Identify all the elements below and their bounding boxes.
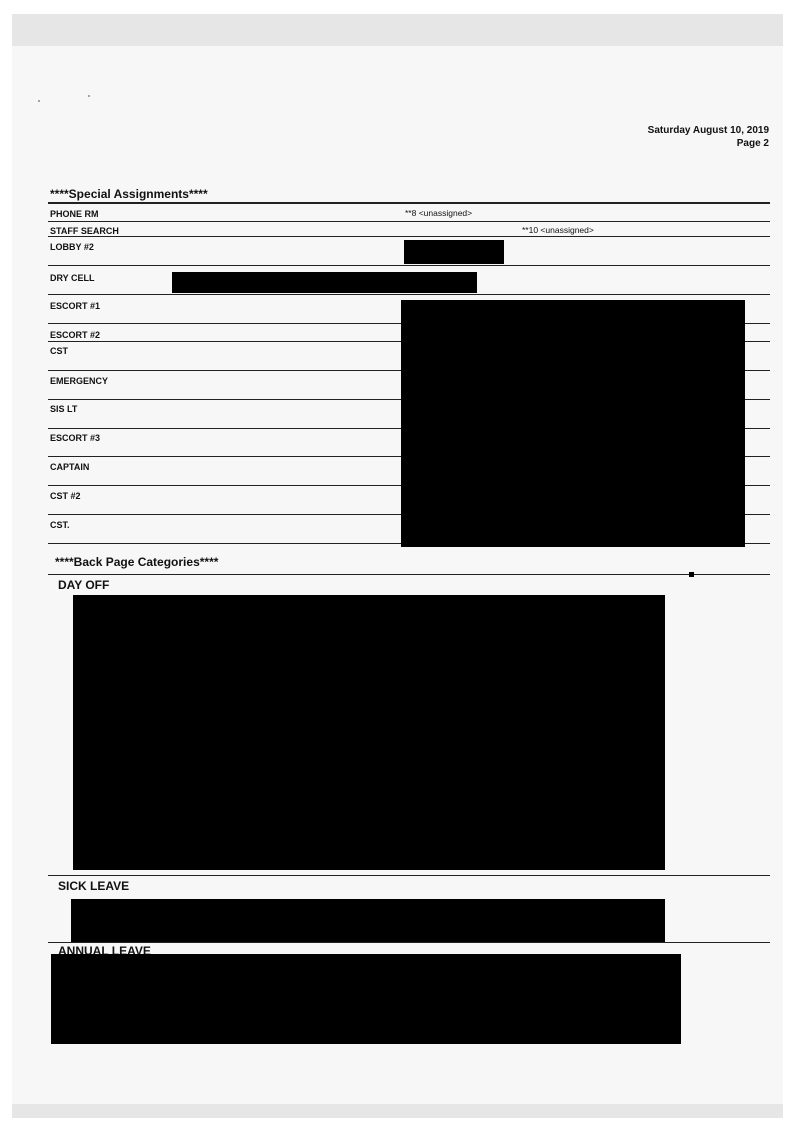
section-rule [48,574,770,575]
assignment-label-escort-3: ESCORT #3 [50,433,101,443]
row-rule [48,236,770,237]
row-rule [48,221,770,222]
assignment-label-escort-1: ESCORT #1 [50,301,101,311]
redaction-block [51,954,681,1044]
report-date: Saturday August 10, 2019 [647,125,769,136]
category-sick-leave: SICK LEAVE [58,879,130,893]
special-assignments-title: ****Special Assignments**** [50,187,208,201]
assignment-slot-phone-rm: **8 <unassigned> [405,208,473,218]
back-page-title: ****Back Page Categories**** [55,555,219,569]
section-rule [48,942,770,943]
assignment-label-sis-lt: SIS LT [50,404,78,414]
assignment-label-escort-2: ESCORT #2 [50,330,101,340]
assignment-label-dry-cell: DRY CELL [50,273,95,283]
assignment-label-cst-dot: CST. [50,520,70,530]
assignment-label-staff-search: STAFF SEARCH [50,226,119,236]
assignment-slot-staff-search: **10 <unassigned> [522,225,594,235]
scan-speck [88,95,90,97]
assignment-label-phone-rm: PHONE RM [50,209,99,219]
assignment-label-cst-2: CST #2 [50,491,81,501]
section-rule [48,202,770,204]
assignment-label-cst: CST [50,346,68,356]
corner-marker [689,572,694,577]
category-annual-leave: ANNUAL LEAVE [58,944,151,954]
redaction-block [71,899,665,942]
assignment-label-lobby-2: LOBBY #2 [50,242,94,252]
scan-bottom-band [12,1104,783,1118]
redaction-block [172,272,477,293]
scan-top-band [12,14,783,46]
redaction-block [404,240,504,264]
row-rule [48,265,770,266]
page-header [648,124,769,150]
page-number: Page 2 [736,138,769,149]
row-rule [48,294,770,295]
category-day-off: DAY OFF [58,578,110,592]
redaction-block [73,595,665,870]
redaction-block [401,300,745,547]
section-rule [48,875,770,876]
scan-speck [38,100,40,102]
assignment-label-emergency: EMERGENCY [50,376,109,386]
assignment-label-captain: CAPTAIN [50,462,90,472]
